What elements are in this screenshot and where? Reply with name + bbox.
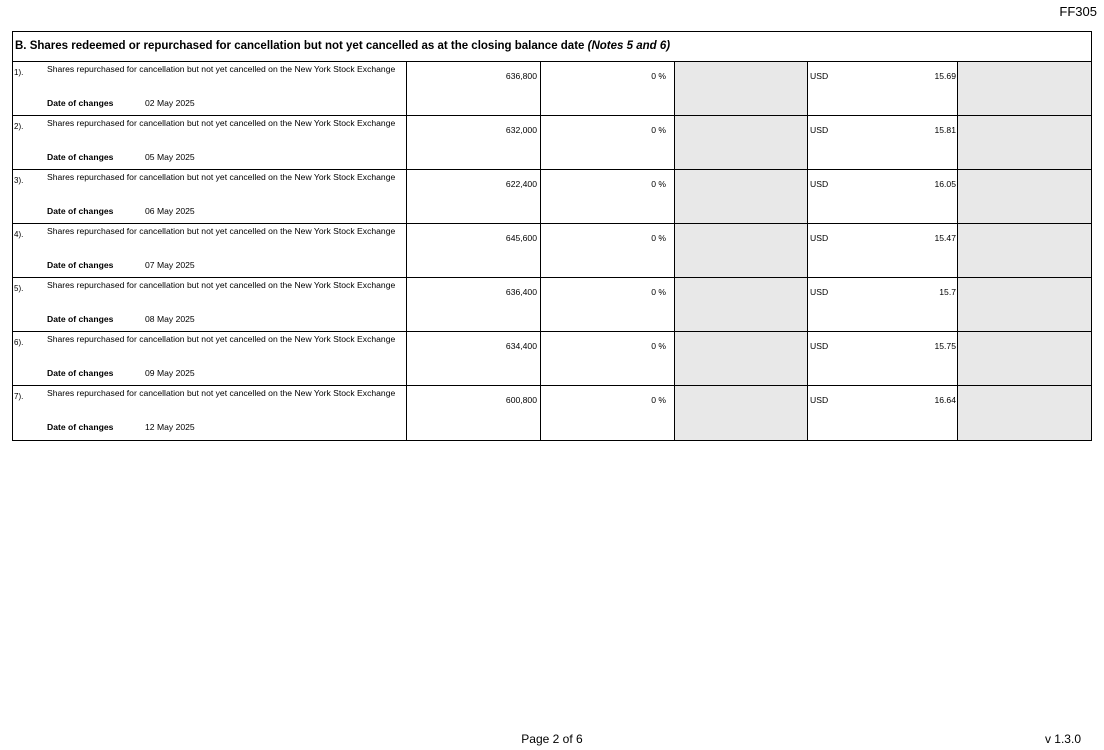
shaded-cell	[675, 332, 808, 385]
shares-cell	[407, 62, 541, 115]
description-cell	[13, 116, 407, 169]
currency-label: USD	[810, 233, 829, 243]
row-number: 5).	[14, 284, 24, 293]
table-row	[13, 332, 1091, 386]
date-label: Date of changes	[47, 206, 114, 216]
shares-value: 636,400	[505, 287, 537, 297]
shaded-cell	[675, 224, 808, 277]
date-label: Date of changes	[47, 368, 114, 378]
version-label: v 1.3.0	[1044, 732, 1081, 746]
row-description: Shares repurchased for cancellation but not yet cancelled on the New York Stock Exchange	[47, 388, 396, 398]
percent-cell	[541, 62, 675, 115]
section-header	[13, 32, 1091, 62]
price-cell	[808, 224, 958, 277]
percent-value: 0 %	[651, 71, 666, 81]
shares-section	[12, 31, 1092, 441]
shaded-cell	[675, 278, 808, 331]
date-label: Date of changes	[47, 260, 114, 270]
percent-cell	[541, 278, 675, 331]
form-code: FF305	[1059, 4, 1097, 19]
row-description: Shares repurchased for cancellation but not yet cancelled on the New York Stock Exchange	[47, 334, 396, 344]
shares-cell	[407, 386, 541, 440]
shaded-cell	[958, 170, 1091, 223]
table-row	[13, 116, 1091, 170]
date-label: Date of changes	[47, 98, 114, 108]
shaded-cell	[958, 224, 1091, 277]
date-value: 02 May 2025	[145, 98, 195, 108]
date-value: 05 May 2025	[145, 152, 195, 162]
date-value: 07 May 2025	[145, 260, 195, 270]
price-value: 15.47	[934, 233, 956, 243]
percent-cell	[541, 386, 675, 440]
shaded-cell	[958, 386, 1091, 440]
shares-cell	[407, 116, 541, 169]
description-cell	[13, 170, 407, 223]
currency-label: USD	[810, 287, 829, 297]
date-value: 09 May 2025	[145, 368, 195, 378]
row-number: 1).	[14, 68, 24, 77]
shares-value: 634,400	[505, 341, 537, 351]
shaded-cell	[675, 116, 808, 169]
price-value: 16.05	[934, 179, 956, 189]
date-value: 12 May 2025	[145, 422, 195, 432]
price-cell	[808, 116, 958, 169]
shaded-cell	[675, 62, 808, 115]
shares-cell	[407, 224, 541, 277]
percent-value: 0 %	[651, 395, 666, 405]
shares-value: 600,800	[505, 395, 537, 405]
percent-value: 0 %	[651, 179, 666, 189]
price-value: 15.69	[934, 71, 956, 81]
section-title: B. Shares redeemed or repurchased for cancellation but not yet cancelled as at the closing balance date	[15, 40, 585, 52]
description-cell	[13, 224, 407, 277]
percent-value: 0 %	[651, 233, 666, 243]
percent-value: 0 %	[651, 341, 666, 351]
currency-label: USD	[810, 179, 829, 189]
description-cell	[13, 62, 407, 115]
shaded-cell	[958, 278, 1091, 331]
percent-cell	[541, 332, 675, 385]
shares-cell	[407, 170, 541, 223]
row-description: Shares repurchased for cancellation but not yet cancelled on the New York Stock Exchange	[47, 226, 396, 236]
row-description: Shares repurchased for cancellation but not yet cancelled on the New York Stock Exchange	[47, 172, 396, 182]
table-row	[13, 278, 1091, 332]
price-cell	[808, 278, 958, 331]
price-cell	[808, 386, 958, 440]
table-row	[13, 386, 1091, 440]
price-cell	[808, 170, 958, 223]
currency-label: USD	[810, 125, 829, 135]
percent-cell	[541, 224, 675, 277]
row-description: Shares repurchased for cancellation but not yet cancelled on the New York Stock Exchange	[47, 118, 396, 128]
row-description: Shares repurchased for cancellation but not yet cancelled on the New York Stock Exchange	[47, 64, 396, 74]
description-cell	[13, 278, 407, 331]
table-row	[13, 170, 1091, 224]
shares-cell	[407, 278, 541, 331]
shares-value: 632,000	[505, 125, 537, 135]
currency-label: USD	[810, 341, 829, 351]
row-number: 4).	[14, 230, 24, 239]
price-value: 15.75	[934, 341, 956, 351]
shares-value: 645,600	[505, 233, 537, 243]
row-number: 2).	[14, 122, 24, 131]
date-label: Date of changes	[47, 152, 114, 162]
date-value: 08 May 2025	[145, 314, 195, 324]
shaded-cell	[958, 332, 1091, 385]
table-row	[13, 62, 1091, 116]
percent-cell	[541, 116, 675, 169]
currency-label: USD	[810, 71, 829, 81]
shares-value: 622,400	[505, 179, 537, 189]
page-number: Page 2 of 6	[521, 732, 583, 746]
shaded-cell	[675, 170, 808, 223]
description-cell	[13, 332, 407, 385]
date-label: Date of changes	[47, 422, 114, 432]
price-cell	[808, 332, 958, 385]
description-cell	[13, 386, 407, 440]
shaded-cell	[675, 386, 808, 440]
percent-value: 0 %	[651, 125, 666, 135]
percent-value: 0 %	[651, 287, 666, 297]
shaded-cell	[958, 116, 1091, 169]
table-row	[13, 224, 1091, 278]
shares-table	[13, 62, 1091, 440]
row-description: Shares repurchased for cancellation but not yet cancelled on the New York Stock Exchange	[47, 280, 396, 290]
row-number: 7).	[14, 392, 24, 401]
currency-label: USD	[810, 395, 829, 405]
date-label: Date of changes	[47, 314, 114, 324]
price-value: 15.81	[934, 125, 956, 135]
percent-cell	[541, 170, 675, 223]
row-number: 3).	[14, 176, 24, 185]
price-cell	[808, 62, 958, 115]
shaded-cell	[958, 62, 1091, 115]
price-value: 15.7	[939, 287, 956, 297]
shares-cell	[407, 332, 541, 385]
price-value: 16.64	[934, 395, 956, 405]
shares-value: 636,800	[505, 71, 537, 81]
date-value: 06 May 2025	[145, 206, 195, 216]
section-notes: (Notes 5 and 6)	[587, 40, 671, 52]
row-number: 6).	[14, 338, 24, 347]
